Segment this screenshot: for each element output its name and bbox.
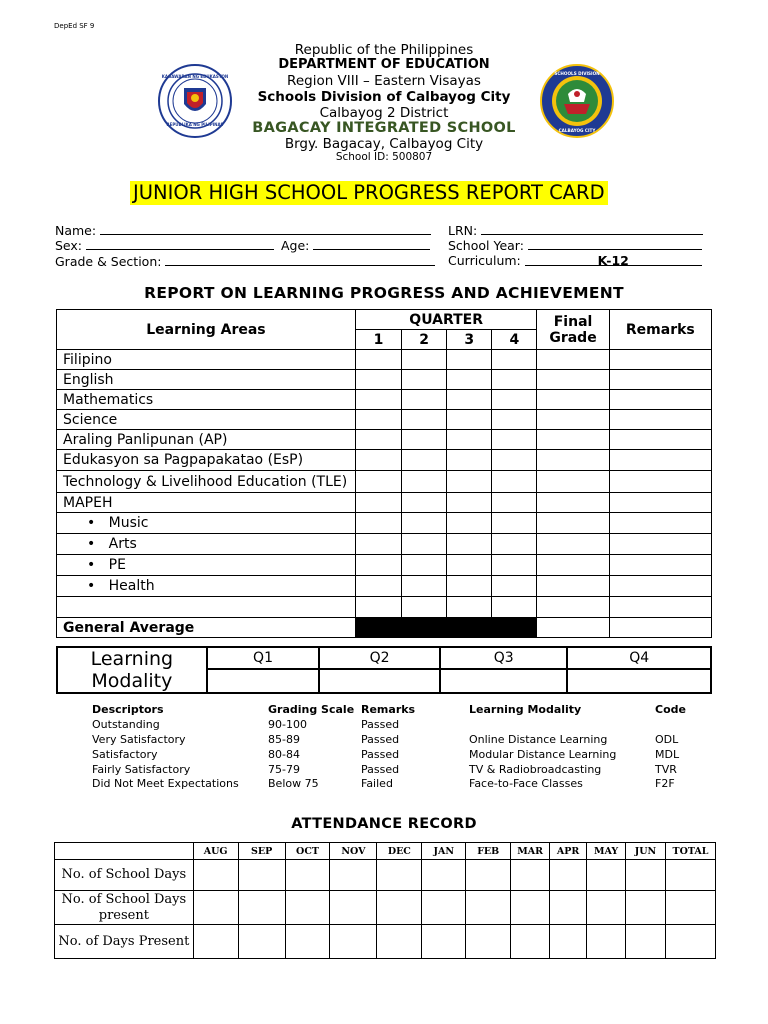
table-row xyxy=(55,891,716,925)
age-label: Age: xyxy=(281,238,310,253)
bullet-icon: • xyxy=(87,536,96,552)
sex-field[interactable] xyxy=(55,237,274,253)
curriculum-value: K-12 xyxy=(597,253,629,268)
general-average-remarks[interactable] xyxy=(609,618,711,638)
legend-code: F2F xyxy=(655,777,675,790)
col-remarks: Remarks xyxy=(609,310,711,350)
legend-remark: Passed xyxy=(361,748,400,761)
month-oct: OCT xyxy=(285,843,330,860)
month-aug: AUG xyxy=(193,843,238,860)
legend-remark: Passed xyxy=(361,763,400,776)
legend-modality: Face-to-Face Classes xyxy=(469,777,583,790)
table-row xyxy=(57,471,712,493)
lrn-line xyxy=(481,222,703,235)
table-row xyxy=(55,925,716,959)
month-total: TOTAL xyxy=(665,843,715,860)
table-row xyxy=(57,350,712,370)
modality-q3-value[interactable] xyxy=(440,669,568,693)
header-address: Brgy. Bagacay, Calbayog City xyxy=(284,136,484,152)
col-final-grade: Final Grade xyxy=(537,310,609,350)
school-year-field[interactable] xyxy=(448,237,702,253)
subject-tle: Technology & Livelihood Education (TLE) xyxy=(57,471,356,493)
subject-arts: • Arts xyxy=(57,534,356,555)
svg-text:REPUBLIKA NG PILIPINAS: REPUBLIKA NG PILIPINAS xyxy=(166,122,224,127)
legend-descriptor: Fairly Satisfactory xyxy=(92,763,191,776)
svg-text:SCHOOLS DIVISION: SCHOOLS DIVISION xyxy=(554,71,600,76)
subject-mathematics: Mathematics xyxy=(57,390,356,410)
attendance-row-label: No. of Days Present xyxy=(55,925,194,959)
month-feb: FEB xyxy=(466,843,511,860)
svg-text:CALBAYOG CITY: CALBAYOG CITY xyxy=(558,128,596,133)
modality-q1: Q1 xyxy=(207,647,320,669)
subject-health: • Health xyxy=(57,576,356,597)
col-quarter: QUARTER xyxy=(355,310,537,330)
legend-remark: Passed xyxy=(361,718,400,731)
attendance-header-row xyxy=(55,843,716,860)
modality-q3: Q3 xyxy=(440,647,568,669)
subject-science: Science xyxy=(57,410,356,430)
legend-header-code: Code xyxy=(655,703,686,716)
legend-remark: Failed xyxy=(361,777,393,790)
grade-section-field[interactable] xyxy=(55,253,435,269)
grade-section-label: Grade & Section: xyxy=(55,254,162,269)
modality-q2: Q2 xyxy=(319,647,440,669)
legend-modality: Modular Distance Learning xyxy=(469,748,617,761)
legend-header-learning-modality: Learning Modality xyxy=(469,703,582,716)
legend-modality: TV & Radiobroadcasting xyxy=(469,763,602,776)
col-quarter-2: 2 xyxy=(402,330,447,350)
legend-descriptor: Very Satisfactory xyxy=(92,733,186,746)
modality-q4-value[interactable] xyxy=(567,669,711,693)
header-school-name: BAGACAY INTEGRATED SCHOOL xyxy=(252,120,516,136)
name-line xyxy=(100,222,431,235)
legend-header-grading-scale: Grading Scale xyxy=(268,703,355,716)
school-year-line xyxy=(528,237,702,250)
month-dec: DEC xyxy=(377,843,422,860)
modality-q1-value[interactable] xyxy=(207,669,320,693)
legend-code: ODL xyxy=(655,733,679,746)
subject-pe: • PE xyxy=(57,555,356,576)
general-average-final[interactable] xyxy=(537,618,609,638)
age-field[interactable] xyxy=(281,237,430,253)
table-row xyxy=(55,860,716,891)
legend-descriptor: Satisfactory xyxy=(92,748,158,761)
attendance-row-label: No. of School Days present xyxy=(55,891,194,925)
bullet-icon: • xyxy=(87,557,96,573)
table-row xyxy=(57,576,712,597)
month-mar: MAR xyxy=(511,843,550,860)
subject-music: • Music xyxy=(57,513,356,534)
table-row xyxy=(57,534,712,555)
grades-table xyxy=(56,309,712,638)
sex-line xyxy=(86,237,274,250)
month-apr: APR xyxy=(550,843,587,860)
legend-scale: 85-89 xyxy=(268,733,300,746)
subject-mapeh: MAPEH xyxy=(57,493,356,513)
subject-english: English xyxy=(57,370,356,390)
header-department: DEPARTMENT OF EDUCATION xyxy=(278,57,490,72)
school-year-label: School Year: xyxy=(448,238,524,253)
table-row xyxy=(57,597,712,618)
report-card-title: JUNIOR HIGH SCHOOL PROGRESS REPORT CARD xyxy=(130,181,608,205)
header-school-id: School ID: 500807 xyxy=(335,151,433,163)
legend-modality: Online Distance Learning xyxy=(469,733,608,746)
col-quarter-3: 3 xyxy=(447,330,492,350)
col-learning-areas: Learning Areas xyxy=(57,310,356,350)
legend-code: TVR xyxy=(655,763,677,776)
sex-label: Sex: xyxy=(55,238,83,253)
report-section-title: REPORT ON LEARNING PROGRESS AND ACHIEVEMENT xyxy=(144,284,624,302)
table-row xyxy=(57,513,712,534)
attendance-table xyxy=(54,842,716,959)
attendance-title: ATTENDANCE RECORD xyxy=(291,816,477,832)
col-quarter-4: 4 xyxy=(492,330,537,350)
general-average-row xyxy=(57,618,712,638)
legend-descriptor: Outstanding xyxy=(92,718,160,731)
table-row xyxy=(57,493,712,513)
curriculum-field[interactable] xyxy=(448,253,702,268)
month-sep: SEP xyxy=(238,843,285,860)
month-may: MAY xyxy=(587,843,626,860)
table-row xyxy=(57,410,712,430)
month-jun: JUN xyxy=(626,843,666,860)
table-row xyxy=(57,390,712,410)
curriculum-line xyxy=(525,253,702,266)
age-line xyxy=(313,237,430,250)
general-average-shaded xyxy=(355,618,537,638)
legend-descriptor: Did Not Meet Expectations xyxy=(92,777,239,790)
general-average-label: General Average xyxy=(57,618,356,638)
header-district: Calbayog 2 District xyxy=(319,105,449,121)
table-row xyxy=(57,450,712,471)
subject-ap: Araling Panlipunan (AP) xyxy=(57,430,356,450)
legend-remark: Passed xyxy=(361,733,400,746)
learning-modality-table xyxy=(56,646,712,694)
curriculum-label: Curriculum: xyxy=(448,253,521,268)
bullet-icon: • xyxy=(87,515,96,531)
legend-scale: 90-100 xyxy=(268,718,307,731)
name-label: Name: xyxy=(55,223,97,238)
bullet-icon: • xyxy=(87,578,96,594)
lrn-label: LRN: xyxy=(448,223,478,238)
svg-text:KAGAWARAN NG EDUKASYON: KAGAWARAN NG EDUKASYON xyxy=(161,74,229,79)
legend-header-descriptors: Descriptors xyxy=(92,703,164,716)
header-division: Schools Division of Calbayog City xyxy=(257,89,511,105)
modality-q4: Q4 xyxy=(567,647,711,669)
name-field[interactable] xyxy=(55,222,431,238)
legend-scale: Below 75 xyxy=(268,777,319,790)
legend-scale: 75-79 xyxy=(268,763,300,776)
table-row xyxy=(57,430,712,450)
legend-header-remarks: Remarks xyxy=(361,703,416,716)
grade-section-line xyxy=(165,253,435,266)
header-region: Region VIII – Eastern Visayas xyxy=(287,73,481,89)
month-jan: JAN xyxy=(422,843,466,860)
subject-esp: Edukasyon sa Pagpapakatao (EsP) xyxy=(57,450,356,471)
table-row xyxy=(57,370,712,390)
attendance-row-label: No. of School Days xyxy=(55,860,194,891)
lrn-field[interactable] xyxy=(448,222,703,238)
month-nov: NOV xyxy=(330,843,377,860)
subject-filipino: Filipino xyxy=(57,350,356,370)
legend-code: MDL xyxy=(655,748,680,761)
col-quarter-1: 1 xyxy=(355,330,401,350)
legend-scale: 80-84 xyxy=(268,748,300,761)
header-republic: Republic of the Philippines xyxy=(294,42,474,58)
modality-q2-value[interactable] xyxy=(319,669,440,693)
learning-modality-label: Learning Modality xyxy=(57,647,207,693)
form-code: DepEd SF 9 xyxy=(54,22,95,30)
table-row xyxy=(57,555,712,576)
